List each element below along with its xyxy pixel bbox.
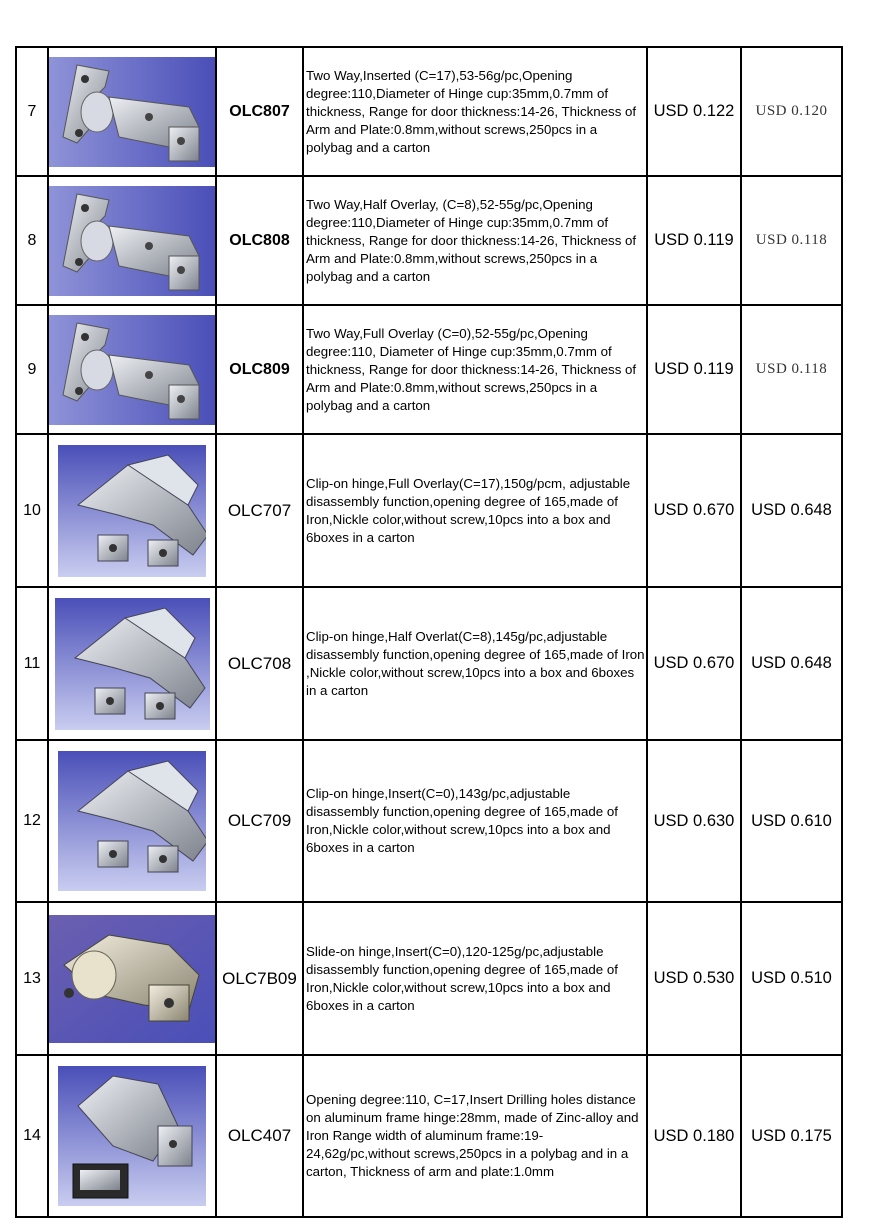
model-number: OLC808: [216, 176, 303, 305]
table-row: [16, 740, 842, 902]
table-row: [16, 1055, 842, 1217]
item-number: 7: [16, 47, 48, 176]
price-1: USD 0.180: [647, 1055, 741, 1217]
product-image-cell: [48, 902, 216, 1055]
product-description: Two Way,Inserted (C=17),53-56g/pc,Opening degree:110,Diameter of Hinge cup:35mm,0.7mm of thickness, Range for door thickness:14-26, Thickness of Arm and Plate:0.8mm,without screws,250pcs in a polybag and a carton: [303, 47, 647, 176]
product-description: Slide-on hinge,Insert(C=0),120-125g/pc,adjustable disassembly function,opening degree of 165,made of Iron,Nickle color,without screw,10pcs into a box and 6boxes in a carton: [303, 902, 647, 1055]
model-number: OLC807: [216, 47, 303, 176]
product-description: Two Way,Full Overlay (C=0),52-55g/pc,Opening degree:110, Diameter of Hinge cup:35mm,0.7mm of thickness, Range for door thickness:14-26, Thickness of Arm and Plate:0.8mm,without screws,250pcs in a polybag and a carton: [303, 305, 647, 434]
hinge-photo: [58, 751, 206, 891]
model-number: OLC709: [216, 740, 303, 902]
table-row: [16, 47, 842, 176]
hinge-photo: [58, 445, 206, 577]
table-row: [16, 176, 842, 305]
hinge-photo: [49, 57, 215, 167]
model-number: OLC809: [216, 305, 303, 434]
price-1: USD 0.119: [647, 305, 741, 434]
product-image-cell: [48, 305, 216, 434]
table-row: [16, 902, 842, 1055]
price-1: USD 0.670: [647, 434, 741, 587]
item-number: 12: [16, 740, 48, 902]
price-2: USD 0.120: [741, 47, 842, 176]
price-2: USD 0.118: [741, 305, 842, 434]
price-1: USD 0.530: [647, 902, 741, 1055]
hinge-photo: [49, 315, 215, 425]
product-price-table: [15, 46, 843, 1218]
item-number: 14: [16, 1055, 48, 1217]
price-2: USD 0.175: [741, 1055, 842, 1217]
table-row: [16, 305, 842, 434]
price-2: USD 0.610: [741, 740, 842, 902]
product-image-cell: [48, 47, 216, 176]
product-image-cell: [48, 176, 216, 305]
price-1: USD 0.119: [647, 176, 741, 305]
hinge-photo: [58, 1066, 206, 1206]
item-number: 8: [16, 176, 48, 305]
hinge-photo: [49, 915, 215, 1043]
product-image-cell: [48, 434, 216, 587]
product-image-cell: [48, 740, 216, 902]
item-number: 10: [16, 434, 48, 587]
item-number: 11: [16, 587, 48, 740]
hinge-photo: [49, 186, 215, 296]
price-1: USD 0.670: [647, 587, 741, 740]
table-row: [16, 434, 842, 587]
product-description: Clip-on hinge,Full Overlay(C=17),150g/pcm, adjustable disassembly function,opening degree of 165,made of Iron,Nickle color,without screw,10pcs into a box and 6boxes in a carton: [303, 434, 647, 587]
product-image-cell: [48, 1055, 216, 1217]
product-description: Opening degree:110, C=17,Insert Drilling holes distance on aluminum frame hinge:28mm, made of Zinc-alloy and Iron Range width of aluminum frame:19-24,62g/pc,without screws,250pcs in a polybag and in a carton, Thickness of arm and plate:1.0mm: [303, 1055, 647, 1217]
hinge-photo: [55, 598, 210, 730]
item-number: 13: [16, 902, 48, 1055]
price-2: USD 0.648: [741, 434, 842, 587]
item-number: 9: [16, 305, 48, 434]
model-number: OLC407: [216, 1055, 303, 1217]
model-number: OLC7B09: [216, 902, 303, 1055]
model-number: OLC707: [216, 434, 303, 587]
table-body: [16, 47, 842, 1217]
table-row: [16, 587, 842, 740]
price-1: USD 0.630: [647, 740, 741, 902]
product-description: Clip-on hinge,Insert(C=0),143g/pc,adjustable disassembly function,opening degree of 165,made of Iron,Nickle color,without screw,10pcs into a box and 6boxes in a carton: [303, 740, 647, 902]
model-number: OLC708: [216, 587, 303, 740]
price-1: USD 0.122: [647, 47, 741, 176]
product-image-cell: [48, 587, 216, 740]
product-description: Two Way,Half Overlay, (C=8),52-55g/pc,Opening degree:110,Diameter of Hinge cup:35mm,0.7mm of thickness, Range for door thickness:14-26, Thickness of Arm and Plate:0.8mm,without screws,250pcs in a polybag and a carton: [303, 176, 647, 305]
price-2: USD 0.648: [741, 587, 842, 740]
product-description: Clip-on hinge,Half Overlat(C=8),145g/pc,adjustable disassembly function,opening degree of 165,made of Iron ,Nickle color,without screw,10pcs into a box and 6boxes in a carton: [303, 587, 647, 740]
price-2: USD 0.118: [741, 176, 842, 305]
price-2: USD 0.510: [741, 902, 842, 1055]
